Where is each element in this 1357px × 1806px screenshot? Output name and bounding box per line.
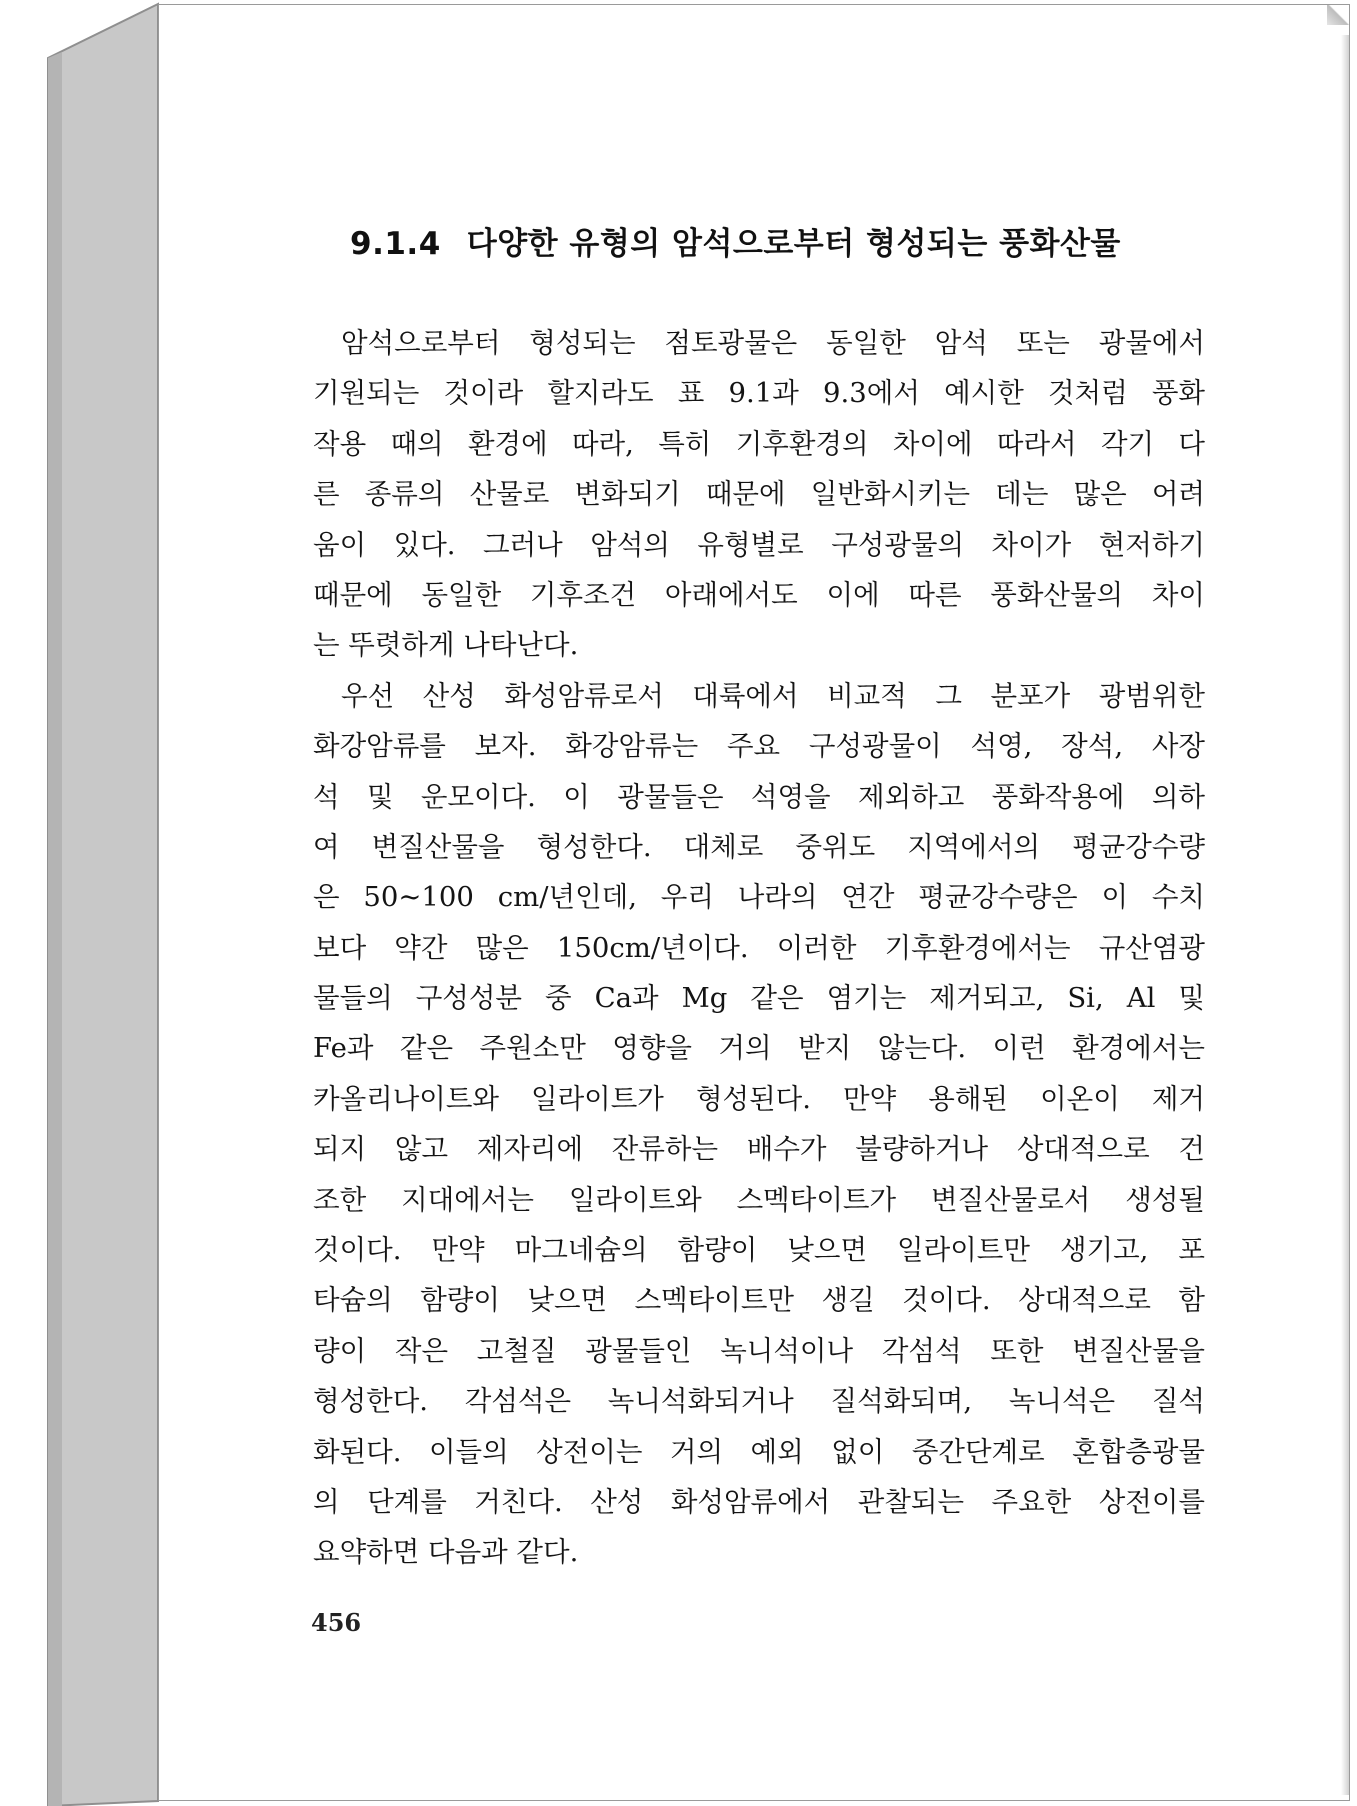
text-line: 형성한다. 각섬석은 녹니석화되거나 질석화되며, 녹니석은 질석 — [313, 1385, 1205, 1418]
page-edge-shadow — [1341, 35, 1349, 1795]
text-line: 석 및 운모이다. 이 광물들은 석영을 제외하고 풍화작용에 의하 — [313, 780, 1205, 813]
paragraph-2 — [313, 671, 1205, 1578]
text-line: 화강암류를 보자. 화강암류는 주요 구성광물이 석영, 장석, 사장 — [313, 730, 1205, 763]
page-corner — [1327, 5, 1349, 25]
text-line: 기원되는 것이라 할지라도 표 9.1과 9.3에서 예시한 것처럼 풍화 — [313, 377, 1205, 410]
section-title: 다양한 유형의 암석으로부터 형성되는 풍화산물 — [466, 226, 1121, 262]
page-number: 456 — [311, 1608, 362, 1637]
text-line: 여 변질산물을 형성한다. 대체로 중위도 지역에서의 평균강수량 — [313, 830, 1205, 863]
text-line: Fe과 같은 주원소만 영향을 거의 받지 않는다. 이런 환경에서는 — [313, 1032, 1205, 1065]
text-line: 요약하면 다음과 같다. — [313, 1536, 579, 1569]
text-line: 물들의 구성성분 중 Ca과 Mg 같은 염기는 제거되고, Si, Al 및 — [313, 982, 1205, 1015]
text-line: 것이다. 만약 마그네슘의 함량이 낮으면 일라이트만 생기고, 포 — [313, 1234, 1205, 1267]
text-line: 은 50∼100 cm/년인데, 우리 나라의 연간 평균강수량은 이 수치 — [313, 881, 1205, 914]
text-line: 른 종류의 산물로 변화되기 때문에 일반화시키는 데는 많은 어려 — [313, 478, 1205, 511]
text-line: 량이 작은 고철질 광물들인 녹니석이나 각섬석 또한 변질산물을 — [313, 1334, 1205, 1367]
text-line: 는 뚜렷하게 나타난다. — [313, 629, 579, 662]
paragraph-1 — [313, 318, 1205, 671]
section-heading — [350, 218, 1121, 263]
text-line: 때문에 동일한 기후조건 아래에서도 이에 따른 풍화산물의 차이 — [313, 578, 1205, 611]
text-line: 작용 때의 환경에 따라, 특히 기후환경의 차이에 따라서 각기 다 — [313, 427, 1205, 460]
text-line: 의 단계를 거친다. 산성 화성암류에서 관찰되는 주요한 상전이를 — [313, 1485, 1205, 1518]
text-line: 화된다. 이들의 상전이는 거의 예외 없이 중간단계로 혼합층광물 — [313, 1435, 1205, 1468]
body-text — [313, 318, 1205, 1578]
text-line: 되지 않고 제자리에 잔류하는 배수가 불량하거나 상대적으로 건 — [313, 1133, 1205, 1166]
section-number: 9.1.4 — [350, 226, 441, 262]
text-line: 움이 있다. 그러나 암석의 유형별로 구성광물의 차이가 현저하기 — [313, 528, 1205, 561]
text-line: 보다 약간 많은 150cm/년이다. 이러한 기후환경에서는 규산염광 — [313, 931, 1205, 964]
text-line: 우선 산성 화성암류로서 대륙에서 비교적 그 분포가 광범위한 — [341, 679, 1205, 712]
text-line: 타슘의 함량이 낮으면 스멕타이트만 생길 것이다. 상대적으로 함 — [313, 1284, 1205, 1317]
text-line: 카올리나이트와 일라이트가 형성된다. 만약 용해된 이온이 제거 — [313, 1082, 1205, 1115]
text-line: 암석으로부터 형성되는 점토광물은 동일한 암석 또는 광물에서 — [341, 327, 1205, 359]
text-line: 조한 지대에서는 일라이트와 스멕타이트가 변질산물로서 생성될 — [313, 1183, 1205, 1216]
